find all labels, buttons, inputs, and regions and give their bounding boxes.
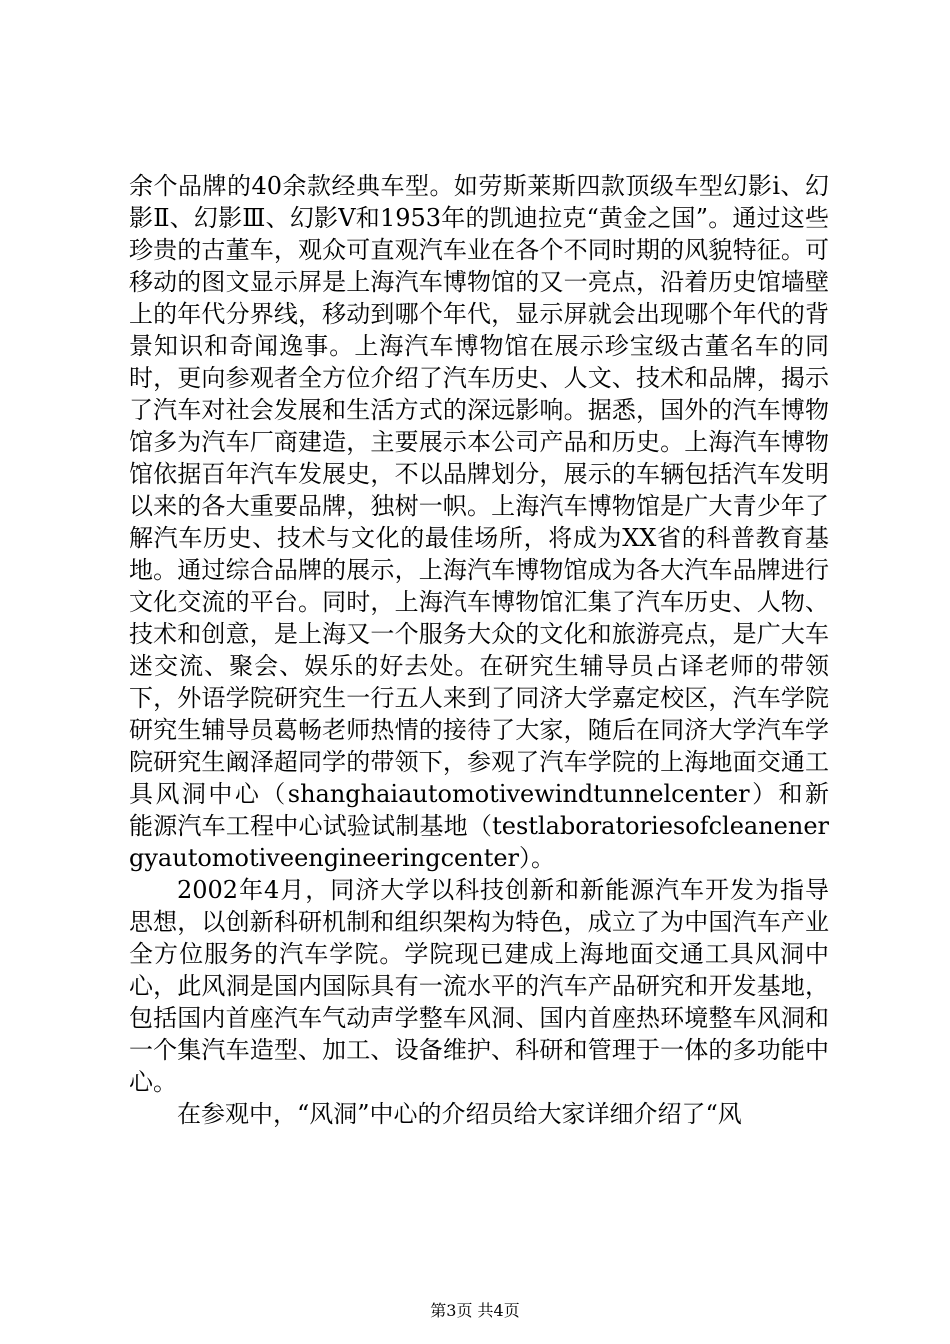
paragraph-1: 余个品牌的40余款经典车型。如劳斯莱斯四款顶级车型幻影i、幻影Ⅱ、幻影Ⅲ、幻影Ⅴ和1953年的凯迪拉克“黄金之国”。通过这些珍贵的古董车，观众可直观汽车业在各个不同时期的风貌特征。可移动的图文显示屏是上海汽车博物馆的又一亮点，沿着历史馆墙壁上的年代分界线，移动到哪个年代，显示屏就会出现哪个年代的背景知识和奇闻逸事。上海汽车博物馆在展示珍宝级古董名车的同时，更向参观者全方位介绍了汽车历史、人文、技术和品牌，揭示了汽车对社会发展和生活方式的深远影响。据悉，国外的汽车博物馆多为汽车厂商建造，主要展示本公司产品和历史。上海汽车博物馆依据百年汽车发展史，不以品牌划分，展示的车辆包括汽车发明以来的各大重要品牌，独树一帜。上海汽车博物馆是广大青少年了解汽车历史、技术与文化的最佳场所，将成为XX省的科普教育基地。通过综合品牌的展示，上海汽车博物馆成为各大汽车品牌进行文化交流的平台。同时，上海汽车博物馆汇集了汽车历史、人物、技术和创意，是上海又一个服务大众的文化和旅游亮点，是广大车迷交流、聚会、娱乐的好去处。在研究生辅导员占译老师的带领下，外语学院研究生一行五人来到了同济大学嘉定校区，汽车学院研究生辅导员葛畅老师热情的接待了大家，随后在同济大学汽车学院研究生阚泽超同学的带领下，参观了汽车学院的上海地面交通工具风洞中心（shanghaiautomotivewindtunnelcenter）和新能源汽车工程中心试验试制基地（testlaboratoriesofcleanenergyautomotiveengineeringcenter）。 bbox=[129, 172, 829, 872]
paragraph-3: 在参观中，“风洞”中心的介绍员给大家详细介绍了“风 bbox=[177, 1100, 742, 1128]
body-text bbox=[129, 170, 829, 1130]
page-footer: 第3页 共4页 bbox=[430, 1301, 520, 1320]
paragraph-2: 2002年4月，同济大学以科技创新和新能源汽车开发为指导思想，以创新科研机制和组织架构为特色，成立了为中国汽车产业全方位服务的汽车学院。学院现已建成上海地面交通工具风洞中心，此风洞是国内国际具有一流水平的汽车产品研究和开发基地，包括国内首座汽车气动声学整车风洞、国内首座热环境整车风洞和一个集汽车造型、加工、设备维护、科研和管理于一体的多功能中心。 bbox=[129, 876, 829, 1096]
